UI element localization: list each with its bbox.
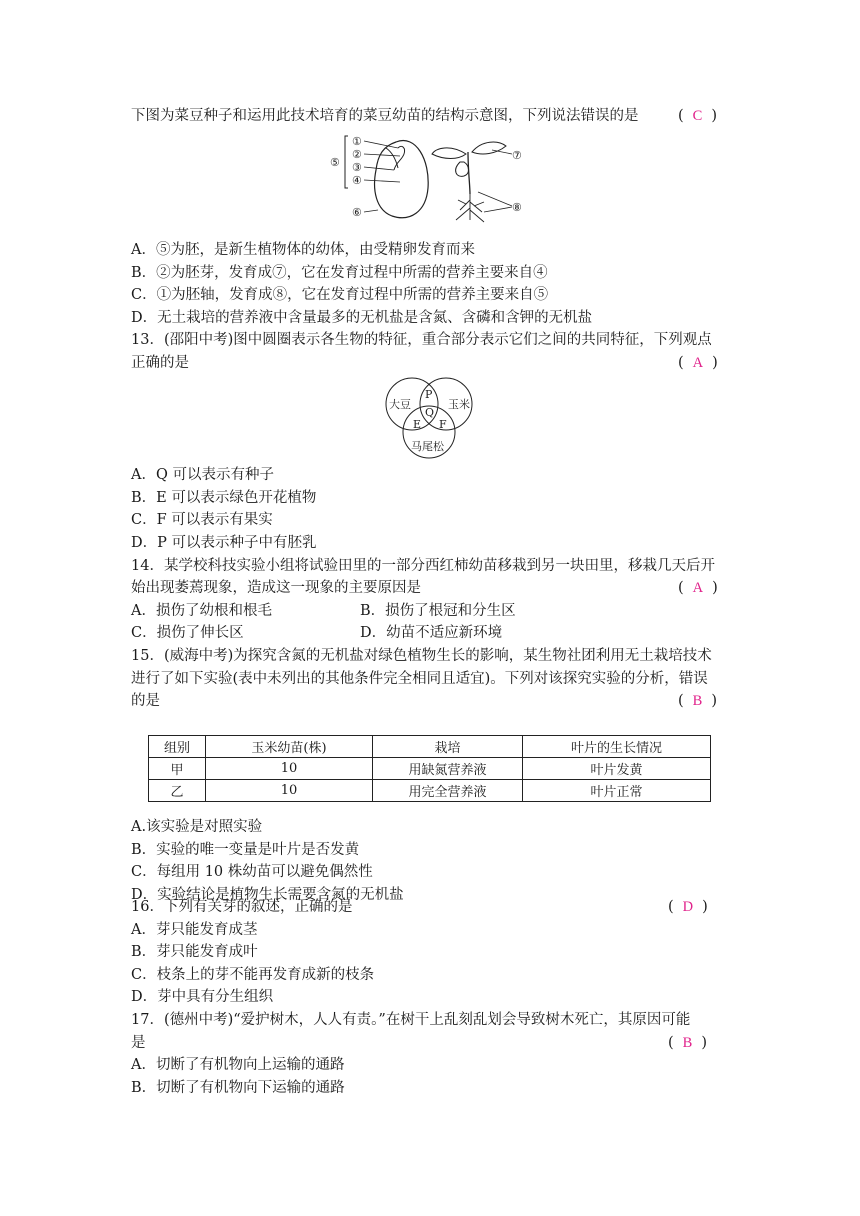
seedling-roots bbox=[456, 194, 484, 222]
q14-stem-line2: 始出现萎蔫现象，造成这一现象的主要原因是 bbox=[131, 580, 421, 596]
table-header-row bbox=[149, 736, 711, 758]
table-cell: 叶片发黄 bbox=[523, 758, 711, 780]
q17-answer: B bbox=[682, 1035, 693, 1051]
q15-stem-line1: 15．(威海中考)为探究含氮的无机盐对绿色植物生长的影响，某生物社团利用无土栽培技术 bbox=[131, 648, 712, 664]
table-header: 玉米幼苗(株) bbox=[206, 736, 373, 758]
seedling-leaf-right bbox=[472, 142, 506, 154]
q17-stem-line2: 是 bbox=[131, 1035, 146, 1051]
q12-option-d: D．无土栽培的营养液中含量最多的无机盐是含氮、含磷和含钾的无机盐 bbox=[131, 310, 593, 326]
table-cell: 10 bbox=[206, 780, 373, 802]
q15-stem-line3: 的是 bbox=[131, 693, 160, 709]
venn-label-p: P bbox=[425, 388, 433, 401]
q13-answer: A bbox=[692, 355, 704, 371]
q12-stem: 下图为菜豆种子和运用此技术培育的菜豆幼苗的结构示意图，下列说法错误的是 bbox=[131, 108, 639, 124]
seed-label-3: ③ bbox=[352, 161, 362, 174]
venn-label-left: 大豆 bbox=[389, 398, 411, 411]
seed-label-5: ⑤ bbox=[330, 156, 340, 169]
q17-option-b: B．切断了有机物向下运输的通路 bbox=[131, 1080, 345, 1096]
q15-option-a: A.该实验是对照实验 bbox=[131, 819, 263, 835]
seedling-label-8: ⑧ bbox=[512, 201, 522, 214]
table-row bbox=[149, 780, 711, 802]
table-cell: 叶片正常 bbox=[523, 780, 711, 802]
venn-diagram bbox=[384, 376, 476, 462]
q13-answer-bracket: ( A ) bbox=[678, 355, 718, 371]
q14-option-a: A．损伤了幼根和根毛 bbox=[131, 603, 272, 619]
seed-label-4: ④ bbox=[352, 174, 362, 187]
q14-answer: A bbox=[692, 580, 704, 596]
q13-option-c: C．F 可以表示有果实 bbox=[131, 512, 273, 528]
q16-answer: D bbox=[682, 899, 694, 915]
q17-answer-bracket: ( B ) bbox=[668, 1035, 708, 1051]
q14-option-b: B．损伤了根冠和分生区 bbox=[360, 603, 516, 619]
venn-label-bottom: 马尾松 bbox=[411, 440, 444, 453]
q13-option-d: D．P 可以表示种子中有胚乳 bbox=[131, 535, 317, 551]
q15-answer-bracket: ( B ) bbox=[678, 693, 718, 709]
table-header: 叶片的生长情况 bbox=[523, 736, 711, 758]
q16-answer-bracket: ( D ) bbox=[668, 899, 708, 915]
q16-option-b: B．芽只能发育成叶 bbox=[131, 944, 258, 960]
q15-option-d: D．实验结论是植物生长需要含氮的无机盐 bbox=[131, 887, 404, 903]
q12-answer-bracket: ( C ) bbox=[678, 108, 718, 124]
seed-label-1: ① bbox=[352, 135, 362, 148]
table-cell: 甲 bbox=[149, 758, 206, 780]
q16-option-c: C．枝条上的芽不能再发育成新的枝条 bbox=[131, 967, 375, 983]
experiment-table bbox=[148, 735, 711, 802]
q12-option-c: C．①为胚轴，发育成⑧，它在发育过程中所需的营养主要来自⑤ bbox=[131, 287, 549, 303]
q13-option-a: A．Q 可以表示有种子 bbox=[131, 467, 274, 483]
table-row bbox=[149, 758, 711, 780]
q12-answer: C bbox=[692, 108, 703, 124]
q17-option-a: A．切断了有机物向上运输的通路 bbox=[131, 1057, 345, 1073]
table-cell: 用缺氮营养液 bbox=[373, 758, 523, 780]
q12-option-b: B．②为胚芽，发育成⑦，它在发育过程中所需的营养主要来自④ bbox=[131, 265, 548, 281]
venn-label-q: Q bbox=[425, 406, 435, 419]
q16-option-d: D．芽中具有分生组织 bbox=[131, 989, 274, 1005]
seedling-cotyledon bbox=[456, 162, 469, 176]
q13-option-b: B．E 可以表示绿色开花植物 bbox=[131, 490, 317, 506]
q15-option-c: C．每组用 10 株幼苗可以避免偶然性 bbox=[131, 864, 373, 880]
venn-label-e: E bbox=[413, 418, 422, 431]
q15-option-b: B．实验的唯一变量是叶片是否发黄 bbox=[131, 842, 360, 858]
q14-answer-bracket: ( A ) bbox=[678, 580, 718, 596]
q13-stem-line2: 正确的是 bbox=[131, 355, 189, 371]
q14-option-d: D．幼苗不适应新环境 bbox=[360, 625, 503, 641]
venn-label-right: 玉米 bbox=[448, 398, 470, 411]
q14-stem-line1: 14．某学校科技实验小组将试验田里的一部分西红柿幼苗移栽到另一块田里，移栽几天后开 bbox=[131, 558, 715, 574]
q12-option-a: A．⑤为胚，是新生植物体的幼体，由受精卵发育而来 bbox=[131, 242, 475, 258]
seedling-label-7: ⑦ bbox=[512, 149, 522, 162]
embryo-bud bbox=[394, 146, 405, 170]
table-header: 组别 bbox=[149, 736, 206, 758]
seedling-leaf-left bbox=[432, 148, 466, 159]
q13-stem-line1: 13．(邵阳中考)图中圆圈表示各生物的特征，重合部分表示它们之间的共同特征，下列观点 bbox=[131, 332, 712, 348]
q16-stem: 16．下列有关芽的叙述，正确的是 bbox=[131, 899, 353, 915]
seed-outline bbox=[375, 141, 429, 218]
seed-label-2: ② bbox=[352, 148, 362, 161]
table-header: 栽培 bbox=[373, 736, 523, 758]
label-5-brace bbox=[345, 136, 348, 188]
q14-option-c: C．损伤了伸长区 bbox=[131, 625, 244, 641]
q15-answer: B bbox=[692, 693, 703, 709]
bean-seed-and-seedling-diagram bbox=[326, 130, 538, 226]
q15-stem-line2: 进行了如下实验(表中未列出的其他条件完全相同且适宜)。下列对该探究实验的分析，错误 bbox=[131, 671, 708, 687]
venn-label-f: F bbox=[439, 418, 447, 431]
q17-stem-line1: 17．(德州中考)“爱护树木，人人有责。”在树干上乱刻乱划会导致树木死亡，其原因可能 bbox=[131, 1012, 691, 1028]
seed-label-6: ⑥ bbox=[352, 206, 362, 219]
table-cell: 乙 bbox=[149, 780, 206, 802]
seedling-stem bbox=[468, 152, 470, 194]
table-cell: 用完全营养液 bbox=[373, 780, 523, 802]
table-cell: 10 bbox=[206, 758, 373, 780]
q16-option-a: A．芽只能发育成茎 bbox=[131, 922, 258, 938]
